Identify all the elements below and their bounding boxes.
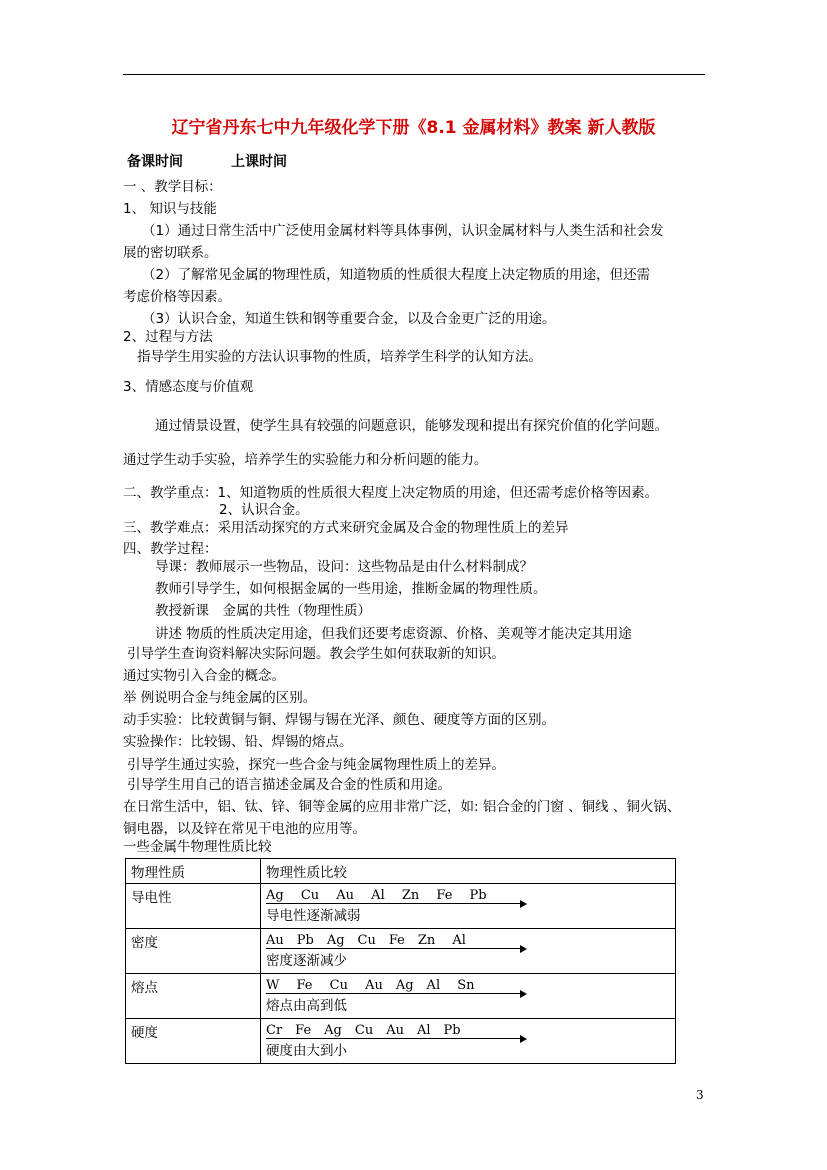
objective-1-line-1: （1）通过日常生活中广泛使用金属材料等具体事例，认识金属材料与人类生活和社会发 [142, 223, 664, 239]
table-row [126, 929, 676, 974]
prep-time-label: 备课时间 [127, 154, 183, 170]
daily-life-line-1: 在日常生活中，铝、钛、锌、铜等金属的应用非常广泛，如: 铝合金的门窗 、铜线 、铜火锅、 [123, 799, 681, 815]
trend-text: 密度逐渐减少 [266, 953, 347, 969]
metal-order [266, 976, 521, 996]
page-number: 3 [696, 1088, 704, 1102]
experiment-line: 实验操作：比较锡、铅、焊锡的熔点。 [123, 734, 353, 750]
hands-on-line: 动手实验：比较黄铜与铜、焊锡与锡在光泽、颜色、硬度等方面的区别。 [123, 712, 555, 728]
comparison-cell [261, 974, 676, 1019]
property-cell: 硬度 [126, 1019, 261, 1064]
arrow-icon [266, 1038, 521, 1039]
daily-life-line-2: 铜电器，以及锌在常见干电池的应用等。 [123, 821, 366, 837]
lecture-line: 讲述 物质的性质决定用途，但我们还要考虑资源、价格、美观等才能决定其用途 [155, 626, 632, 642]
arrow-icon [266, 993, 521, 994]
objective-2-line-2: 考虑价格等因素。 [123, 289, 231, 305]
metal-list: Ag Cu Au Al Zn Fe Pb [266, 888, 487, 903]
objective-3-line: （3）认识合金，知道生铁和钢等重要合金，以及合金更广泛的用途。 [142, 311, 556, 327]
alloy-intro-line: 通过实物引入合金的概念。 [123, 668, 285, 684]
difficulties-line: 三、教学难点：采用活动探究的方式来研究金属及合金的物理性质上的差异 [123, 520, 569, 536]
new-lesson-line: 教授新课 金属的共性（物理性质） [155, 603, 371, 619]
arrow-icon [266, 948, 521, 949]
property-cell: 密度 [126, 929, 261, 974]
metal-list: Cr Fe Ag Cu Au Al Pb [266, 1023, 461, 1038]
table-row [126, 974, 676, 1019]
subsection-process-heading: 2、过程与方法 [123, 329, 213, 345]
key-points-line-2: 2、认识合金。 [219, 502, 309, 518]
table-row [126, 1019, 676, 1064]
header-comparison: 物理性质比较 [261, 859, 676, 884]
metal-order [266, 886, 521, 906]
table-row [126, 884, 676, 929]
document-title: 辽宁省丹东七中九年级化学下册《8.1 金属材料》教案 新人教版 [171, 118, 656, 138]
metal-list: Au Pb Ag Cu Fe Zn Al [266, 933, 466, 948]
table-caption: 一些金属牛物理性质比较 [123, 839, 272, 855]
subsection-knowledge-heading: 1、 知识与技能 [123, 201, 217, 217]
key-points-line-1: 二、教学重点：1、知道物质的性质很大程度上决定物质的用途，但还需考虑价格等因素。 [123, 485, 659, 501]
objective-1-line-2: 展的密切联系。 [123, 245, 218, 261]
guide-describe-line: 引导学生用自己的语言描述金属及合金的性质和用途。 [127, 777, 451, 793]
example-line: 举 例说明合金与纯金属的区别。 [123, 690, 317, 706]
guide-experiment-line: 引导学生通过实验，探究一些合金与纯金属物理性质上的差异。 [127, 757, 505, 773]
intro-line: 导课：教师展示一些物品，设问：这些物品是由什么材料制成？ [155, 559, 533, 575]
metal-order [266, 1021, 521, 1041]
property-cell: 熔点 [126, 974, 261, 1019]
trend-text: 熔点由高到低 [266, 998, 347, 1014]
section-objectives-heading: 一 、教学目标： [123, 179, 222, 195]
comparison-cell [261, 1019, 676, 1064]
arrow-icon [266, 903, 521, 904]
comparison-cell [261, 929, 676, 974]
header-rule [123, 74, 705, 75]
property-cell: 导电性 [126, 884, 261, 929]
process-section-heading: 四、教学过程： [123, 541, 218, 557]
guide-research-line: 引导学生查询资料解决实际问题。教会学生如何获取新的知识。 [127, 646, 505, 662]
table-header-row [126, 859, 676, 884]
objective-2-line-1: （2）了解常见金属的物理性质，知道物质的性质很大程度上决定物质的用途，但还需 [142, 267, 651, 283]
header-property: 物理性质 [126, 859, 261, 884]
trend-text: 导电性逐渐减弱 [266, 908, 361, 924]
attitude-text-1: 通过情景设置，使学生具有较强的问题意识，能够发现和提出有探究价值的化学问题。 [155, 418, 668, 434]
metal-list: W Fe Cu Au Ag Al Sn [266, 978, 475, 993]
process-text: 指导学生用实验的方法认识事物的性质，培养学生科学的认知方法。 [137, 349, 542, 365]
trend-text: 硬度由大到小 [266, 1043, 347, 1059]
metal-order [266, 931, 521, 951]
class-time-label: 上课时间 [231, 154, 287, 170]
attitude-text-2: 通过学生动手实验，培养学生的实验能力和分析问题的能力。 [123, 452, 488, 468]
subsection-attitude-heading: 3、情感态度与价值观 [123, 379, 254, 395]
schedule-line [127, 151, 287, 171]
teacher-guide-line: 教师引导学生，如何根据金属的一些用途，推断金属的物理性质。 [155, 581, 547, 597]
comparison-cell [261, 884, 676, 929]
metal-properties-table [125, 858, 676, 1064]
